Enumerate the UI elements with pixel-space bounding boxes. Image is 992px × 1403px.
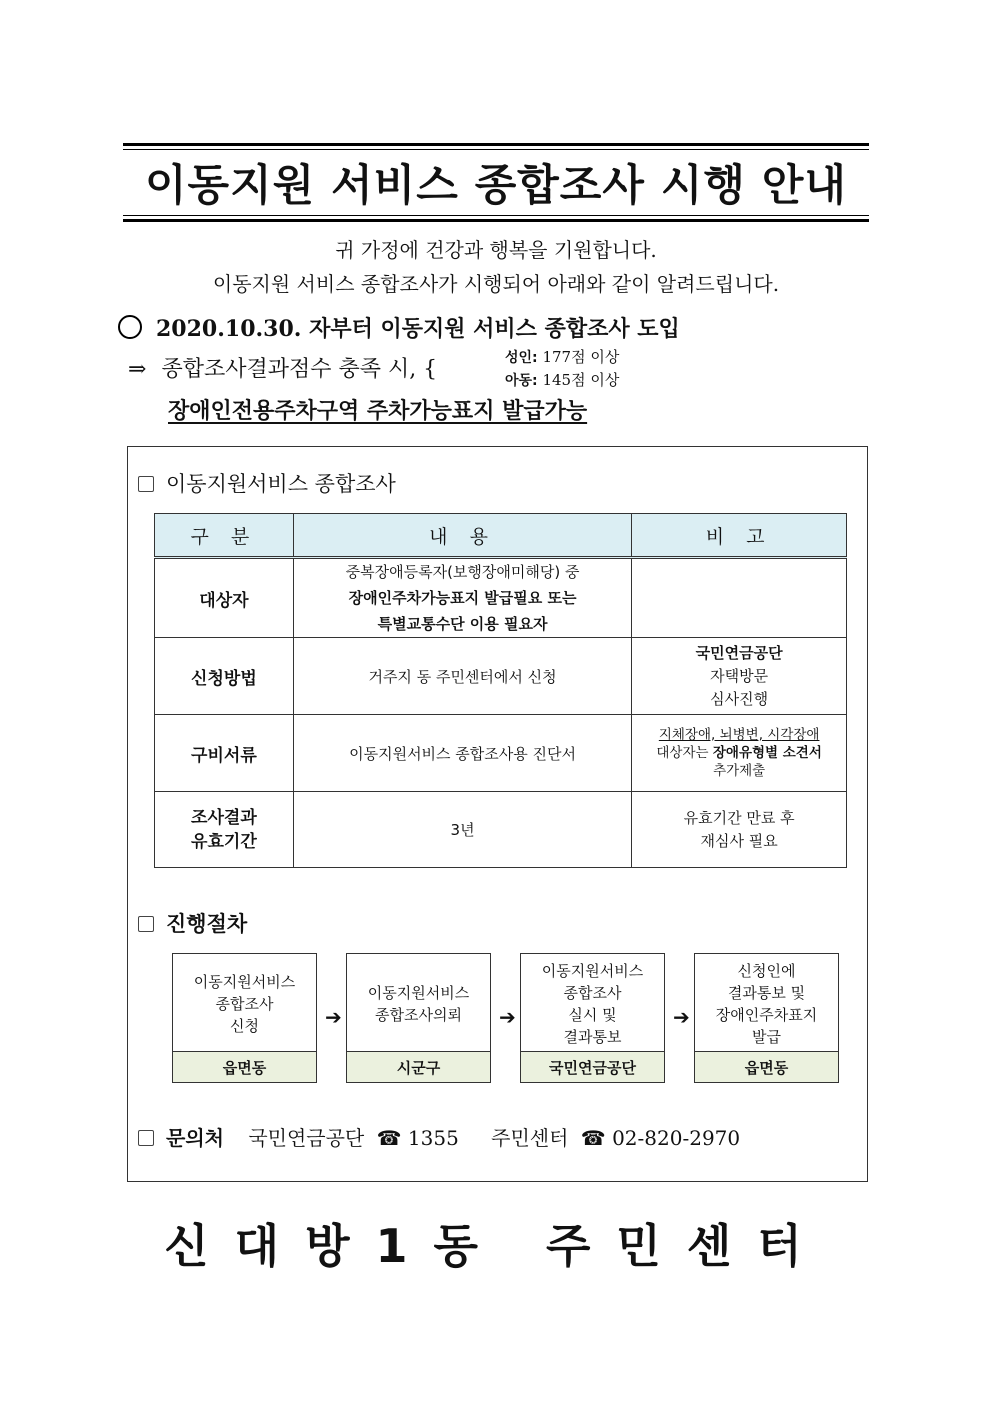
step-line: 실시 및	[568, 1006, 617, 1024]
table-row	[155, 558, 847, 638]
process-section-heading	[138, 908, 247, 938]
step-line: 신청인에	[737, 962, 796, 980]
column-header: 구 분	[155, 514, 294, 558]
table-row	[155, 715, 847, 792]
title-bottom-rule-thin	[123, 215, 869, 216]
note-line: 지체장애, 뇌병변, 시각장애	[658, 727, 820, 743]
step-owner: 읍면동	[695, 1051, 838, 1082]
child-label: 아동:	[505, 373, 538, 389]
step-line: 이동지원서비스	[193, 973, 296, 991]
greeting-line-2: 이동지원 서비스 종합조사가 시행되어 아래와 같이 알려드립니다.	[212, 272, 780, 296]
condition-text: 종합조사결과점수 충족 시, {	[161, 357, 438, 382]
head-line: 유효기간	[191, 831, 257, 852]
step-line: 결과통보 및	[727, 984, 806, 1002]
checkbox-square-icon	[138, 916, 154, 932]
right-arrow-icon: ➔	[325, 1005, 342, 1029]
step-line: 발급	[752, 1028, 781, 1046]
row-content-documents: 이동지원서비스 종합조사용 진단서	[293, 715, 631, 792]
process-heading-text: 진행절차	[166, 912, 248, 936]
row-content-method: 거주지 동 주민센터에서 신청	[293, 638, 631, 715]
notice-result: 장애인전용주차구역 주차가능표지 발급가능	[168, 399, 588, 424]
column-header: 비 고	[632, 514, 847, 558]
child-value: 145점 이상	[542, 371, 620, 389]
step-line: 신청	[230, 1017, 259, 1035]
note-line: 국민연금공단	[695, 643, 783, 662]
row-head-documents: 구비서류	[155, 715, 294, 792]
title-top-rule	[123, 143, 869, 146]
title-bottom-rule	[123, 219, 869, 222]
notice-condition	[128, 352, 437, 383]
telephone-icon: ☎	[376, 1126, 402, 1150]
row-note-method	[632, 638, 847, 715]
note-fragment-bold: 장애유형별 소견서	[712, 745, 822, 761]
row-head-method: 신청방법	[155, 638, 294, 715]
contact-phone-2: 02-820-2970	[612, 1126, 741, 1150]
content-line: 중복장애등록자(보행장애미해당) 중	[345, 563, 580, 581]
row-note-target	[632, 558, 847, 638]
row-note-documents	[632, 715, 847, 792]
note-fragment: 대상자는	[656, 745, 709, 761]
adult-label: 성인:	[505, 350, 538, 366]
step-owner: 읍면동	[173, 1051, 316, 1082]
survey-section-heading	[138, 468, 396, 498]
footer-organization: 신대방1동 주민센터	[164, 1219, 828, 1273]
head-line: 조사결과	[191, 807, 257, 828]
title-top-rule-thin	[123, 149, 869, 150]
adult-value: 177점 이상	[542, 348, 620, 366]
checkbox-square-icon	[138, 476, 154, 492]
adult-threshold	[505, 346, 619, 367]
child-threshold	[505, 369, 619, 390]
step-text	[695, 954, 838, 1054]
table-row	[155, 792, 847, 868]
note-line: 재심사 필요	[700, 831, 778, 850]
note-line: 추가제출	[713, 763, 766, 779]
step-line: 종합조사의뢰	[375, 1006, 462, 1024]
content-line: 특별교통수단 이용 필요자	[377, 615, 548, 633]
step-owner: 국민연금공단	[521, 1051, 664, 1082]
step-text	[347, 954, 490, 1054]
contact-org-2: 주민센터	[491, 1126, 569, 1150]
process-step-4	[694, 953, 839, 1083]
step-text	[521, 954, 664, 1054]
process-step-1	[172, 953, 317, 1083]
row-content-target	[293, 558, 631, 638]
contact-line	[138, 1122, 740, 1151]
step-text	[173, 954, 316, 1054]
note-line	[632, 744, 846, 762]
survey-table	[154, 513, 847, 868]
step-line: 종합조사	[215, 995, 274, 1013]
survey-heading-text: 이동지원서비스 종합조사	[166, 472, 396, 496]
contact-label: 문의처	[166, 1126, 224, 1150]
greeting-line-1: 귀 가정에 건강과 행복을 기원합니다.	[335, 238, 657, 262]
step-line: 장애인주차표지	[715, 1006, 818, 1024]
column-header: 내 용	[293, 514, 631, 558]
row-head-target: 대상자	[155, 558, 294, 638]
process-step-2	[346, 953, 491, 1083]
notice-headline-text: 2020.10.30. 자부터 이동지원 서비스 종합조사 도입	[156, 316, 680, 342]
process-step-3	[520, 953, 665, 1083]
row-content-validity: 3년	[293, 792, 631, 868]
note-line: 유효기간 만료 후	[683, 808, 795, 827]
note-line: 자택방문	[710, 666, 769, 685]
implies-arrow-icon: ⇒	[128, 357, 147, 382]
table-row	[155, 638, 847, 715]
right-arrow-icon: ➔	[673, 1005, 690, 1029]
contact-org-1: 국민연금공단	[248, 1126, 365, 1150]
step-line: 이동지원서비스	[367, 984, 470, 1002]
content-line: 장애인주차가능표지 발급필요 또는	[348, 589, 577, 607]
circle-bullet-icon	[118, 315, 142, 339]
row-note-validity	[632, 792, 847, 868]
telephone-icon: ☎	[580, 1126, 606, 1150]
table-header-row	[155, 514, 847, 558]
step-line: 결과통보	[563, 1028, 622, 1046]
right-arrow-icon: ➔	[499, 1005, 516, 1029]
notice-headline	[118, 312, 680, 343]
step-line: 이동지원서비스	[541, 962, 644, 980]
page-title: 이동지원 서비스 종합조사 시행 안내	[145, 161, 847, 211]
note-line: 심사진행	[710, 689, 769, 708]
step-line: 종합조사	[563, 984, 622, 1002]
row-head-validity	[155, 792, 294, 868]
contact-phone-1: 1355	[407, 1126, 459, 1150]
checkbox-square-icon	[138, 1130, 154, 1146]
step-owner: 시군구	[347, 1051, 490, 1082]
